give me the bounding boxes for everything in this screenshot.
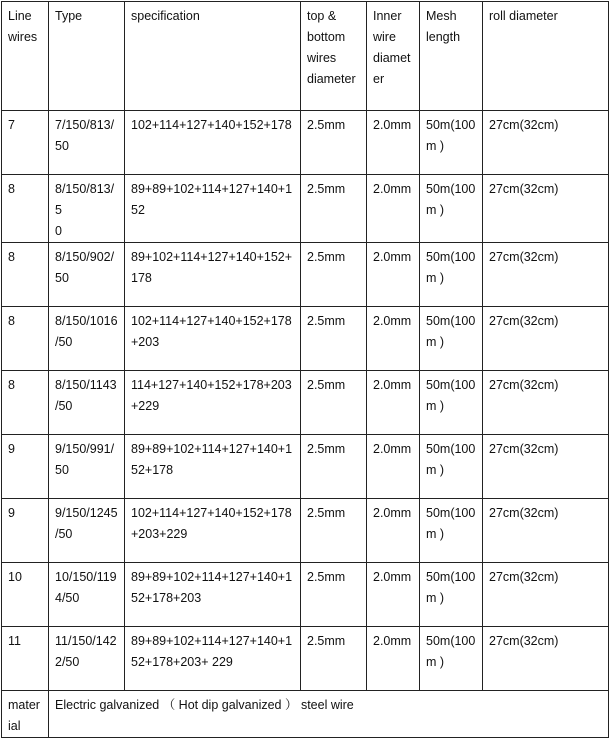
cell-inner-wire-diameter: 2.0mm bbox=[367, 499, 420, 563]
table-row bbox=[2, 371, 609, 435]
cell-mesh-length: 50m(100 m ) bbox=[420, 243, 483, 307]
header-inner-wire-diameter: Inner wire diamet er bbox=[367, 2, 420, 111]
cell-roll-diameter: 27cm(32cm) bbox=[483, 111, 609, 175]
cell-inner-wire-diameter: 2.0mm bbox=[367, 175, 420, 243]
header-mesh-length: Mesh length bbox=[420, 2, 483, 111]
table-row bbox=[2, 307, 609, 371]
cell-specification: 102+114+127+140+152+178 bbox=[125, 111, 301, 175]
cell-top-bottom-diameter: 2.5mm bbox=[301, 563, 367, 627]
cell-type: 8/150/1143 /50 bbox=[49, 371, 125, 435]
header-type: Type bbox=[49, 2, 125, 111]
cell-type: 8/150/1016 /50 bbox=[49, 307, 125, 371]
cell-line-wires: 8 bbox=[2, 175, 49, 243]
cell-type: 10/150/119 4/50 bbox=[49, 563, 125, 627]
cell-roll-diameter: 27cm(32cm) bbox=[483, 563, 609, 627]
cell-type: 8/150/902/ 50 bbox=[49, 243, 125, 307]
cell-specification: 89+89+102+114+127+140+1 52+178 bbox=[125, 435, 301, 499]
cell-line-wires: 8 bbox=[2, 371, 49, 435]
cell-line-wires: 8 bbox=[2, 307, 49, 371]
cell-roll-diameter: 27cm(32cm) bbox=[483, 307, 609, 371]
cell-mesh-length: 50m(100 m ) bbox=[420, 175, 483, 243]
cell-top-bottom-diameter: 2.5mm bbox=[301, 175, 367, 243]
cell-top-bottom-diameter: 2.5mm bbox=[301, 371, 367, 435]
cell-inner-wire-diameter: 2.0mm bbox=[367, 563, 420, 627]
material-label: mater ial bbox=[2, 691, 49, 738]
header-row bbox=[2, 2, 609, 111]
material-value: Electric galvanized （ Hot dip galvanized ） steel wire bbox=[49, 691, 609, 738]
cell-line-wires: 7 bbox=[2, 111, 49, 175]
cell-line-wires: 8 bbox=[2, 243, 49, 307]
cell-type: 11/150/142 2/50 bbox=[49, 627, 125, 691]
cell-inner-wire-diameter: 2.0mm bbox=[367, 111, 420, 175]
cell-roll-diameter: 27cm(32cm) bbox=[483, 243, 609, 307]
table-row bbox=[2, 627, 609, 691]
cell-mesh-length: 50m(100 m ) bbox=[420, 111, 483, 175]
cell-top-bottom-diameter: 2.5mm bbox=[301, 435, 367, 499]
cell-mesh-length: 50m(100 m ) bbox=[420, 371, 483, 435]
cell-roll-diameter: 27cm(32cm) bbox=[483, 499, 609, 563]
cell-specification: 89+89+102+114+127+140+1 52+178+203 bbox=[125, 563, 301, 627]
cell-specification: 89+89+102+114+127+140+1 52+178+203+ 229 bbox=[125, 627, 301, 691]
cell-specification: 102+114+127+140+152+178 +203 bbox=[125, 307, 301, 371]
cell-roll-diameter: 27cm(32cm) bbox=[483, 627, 609, 691]
cell-specification: 89+102+114+127+140+152+ 178 bbox=[125, 243, 301, 307]
cell-mesh-length: 50m(100 m ) bbox=[420, 435, 483, 499]
cell-inner-wire-diameter: 2.0mm bbox=[367, 627, 420, 691]
cell-line-wires: 10 bbox=[2, 563, 49, 627]
table-row bbox=[2, 435, 609, 499]
cell-line-wires: 11 bbox=[2, 627, 49, 691]
cell-specification: 89+89+102+114+127+140+1 52 bbox=[125, 175, 301, 243]
cell-top-bottom-diameter: 2.5mm bbox=[301, 627, 367, 691]
table-row bbox=[2, 175, 609, 243]
cell-inner-wire-diameter: 2.0mm bbox=[367, 307, 420, 371]
cell-top-bottom-diameter: 2.5mm bbox=[301, 307, 367, 371]
material-row bbox=[2, 691, 609, 738]
cell-mesh-length: 50m(100 m ) bbox=[420, 307, 483, 371]
cell-inner-wire-diameter: 2.0mm bbox=[367, 243, 420, 307]
table-row bbox=[2, 499, 609, 563]
cell-inner-wire-diameter: 2.0mm bbox=[367, 371, 420, 435]
wire-mesh-spec-table bbox=[1, 1, 609, 738]
cell-inner-wire-diameter: 2.0mm bbox=[367, 435, 420, 499]
cell-roll-diameter: 27cm(32cm) bbox=[483, 435, 609, 499]
cell-specification: 102+114+127+140+152+178 +203+229 bbox=[125, 499, 301, 563]
cell-type: 8/150/813/ 5 0 bbox=[49, 175, 125, 243]
table-row bbox=[2, 563, 609, 627]
cell-mesh-length: 50m(100 m ) bbox=[420, 627, 483, 691]
cell-specification: 114+127+140+152+178+203 +229 bbox=[125, 371, 301, 435]
cell-top-bottom-diameter: 2.5mm bbox=[301, 499, 367, 563]
header-roll-diameter: roll diameter bbox=[483, 2, 609, 111]
header-specification: specification bbox=[125, 2, 301, 111]
cell-line-wires: 9 bbox=[2, 499, 49, 563]
cell-mesh-length: 50m(100 m ) bbox=[420, 499, 483, 563]
cell-mesh-length: 50m(100 m ) bbox=[420, 563, 483, 627]
cell-roll-diameter: 27cm(32cm) bbox=[483, 175, 609, 243]
cell-top-bottom-diameter: 2.5mm bbox=[301, 111, 367, 175]
cell-type: 7/150/813/ 50 bbox=[49, 111, 125, 175]
table-row bbox=[2, 243, 609, 307]
cell-roll-diameter: 27cm(32cm) bbox=[483, 371, 609, 435]
cell-top-bottom-diameter: 2.5mm bbox=[301, 243, 367, 307]
header-line-wires: Line wires bbox=[2, 2, 49, 111]
header-top-bottom-diameter: top & bottom wires diameter bbox=[301, 2, 367, 111]
cell-type: 9/150/991/ 50 bbox=[49, 435, 125, 499]
cell-line-wires: 9 bbox=[2, 435, 49, 499]
cell-type: 9/150/1245 /50 bbox=[49, 499, 125, 563]
table-row bbox=[2, 111, 609, 175]
